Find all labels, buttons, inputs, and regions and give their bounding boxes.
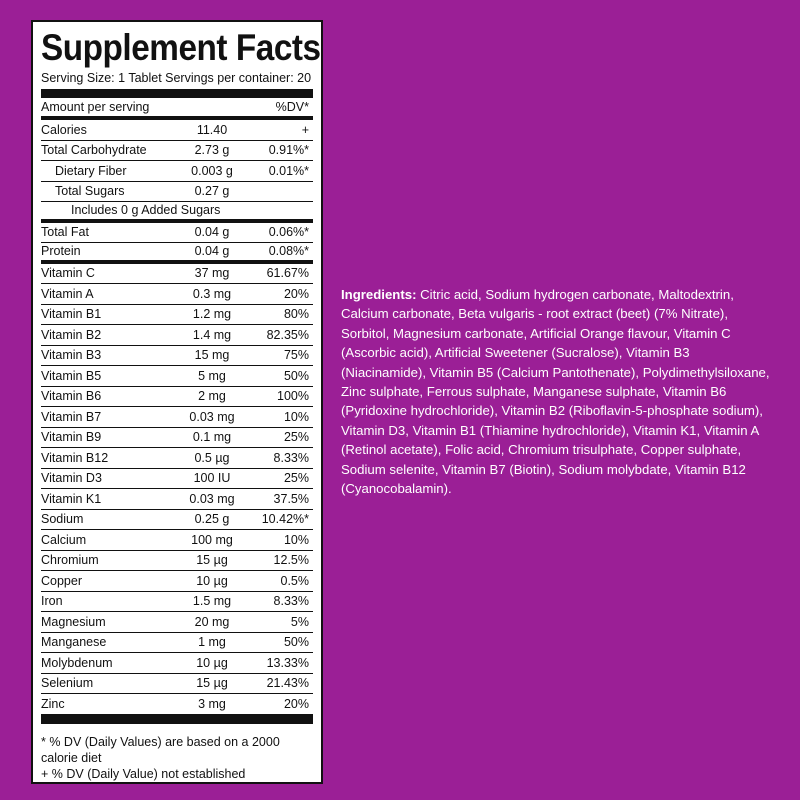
nutrient-amount: 0.25 g (194, 512, 230, 527)
nutrient-name: Total Fat (41, 225, 89, 240)
nutrient-dv: 25% (283, 471, 309, 486)
nutrient-name: Vitamin B2 (41, 327, 102, 342)
nutrient-name: Vitamin B1 (41, 307, 102, 322)
nutrient-name: Vitamin B5 (41, 368, 102, 383)
table-row (41, 325, 313, 346)
table-row (41, 120, 313, 141)
nutrient-amount: 100 mg (191, 532, 233, 547)
serving-info: Serving Size: 1 Tablet Servings per container: 20 (41, 70, 313, 98)
table-header (41, 98, 313, 120)
nutrient-dv: 5% (290, 614, 309, 629)
nutrient-dv: 12.5% (273, 553, 309, 568)
table-row (41, 469, 313, 490)
nutrient-name: Calcium (41, 532, 87, 547)
nutrient-dv: 25% (283, 430, 309, 445)
table-row (41, 243, 313, 264)
nutrient-dv: 37.5% (273, 491, 309, 506)
nutrient-dv: 20% (283, 696, 309, 711)
nutrient-dv: 0.5% (280, 573, 309, 588)
nutrient-name: Iron (41, 594, 63, 609)
table-row (41, 223, 313, 244)
table-row (41, 182, 313, 203)
nutrient-name: Total Sugars (55, 184, 125, 199)
nutrient-name: Copper (41, 573, 82, 588)
table-row (41, 674, 313, 695)
footnote-dv-basis: * % DV (Daily Values) are based on a 2000 calorie diet (41, 734, 280, 765)
table-row (41, 510, 313, 531)
nutrient-dv: 13.33% (266, 655, 309, 670)
nutrient-dv: 0.06%* (268, 225, 309, 240)
nutrient-name: Vitamin A (41, 286, 94, 301)
nutrient-name: Vitamin C (41, 266, 95, 281)
nutrient-amount: 0.003 g (191, 163, 233, 178)
table-row (41, 141, 313, 162)
table-row (41, 448, 313, 469)
nutrient-dv: 100% (277, 389, 309, 404)
nutrient-dv: 8.33% (273, 594, 309, 609)
nutrient-amount: 15 µg (196, 676, 228, 691)
table-row (41, 202, 313, 223)
nutrient-name: Vitamin B3 (41, 348, 102, 363)
facts-title: Supplement Facts (41, 27, 321, 68)
table-row (41, 612, 313, 633)
nutrient-dv: 0.91%* (268, 143, 309, 158)
table-row (41, 161, 313, 182)
nutrient-name: Vitamin K1 (41, 491, 102, 506)
supplement-facts-panel (31, 20, 323, 784)
nutrient-dv: 80% (283, 307, 309, 322)
nutrient-name: Vitamin B12 (41, 450, 109, 465)
table-row (41, 264, 313, 285)
nutrient-name: Manganese (41, 635, 107, 650)
amount-header: Amount per serving (41, 100, 150, 114)
dv-header: %DV* (275, 100, 309, 114)
nutrient-amount: 0.04 g (194, 244, 230, 259)
nutrient-amount: 0.03 mg (189, 491, 235, 506)
nutrient-amount: 5 mg (198, 368, 226, 383)
ingredients-label: Ingredients: (341, 287, 417, 302)
nutrient-dv: 50% (283, 635, 309, 650)
nutrient-dv: 8.33% (273, 450, 309, 465)
nutrient-amount: 0.1 mg (192, 430, 232, 445)
footnote-dv-not-established: + % DV (Daily Value) not established (41, 766, 246, 781)
nutrient-dv: 20% (283, 286, 309, 301)
nutrient-dv: 10.42%* (261, 512, 309, 527)
nutrient-dv: 21.43% (266, 676, 309, 691)
nutrient-amount: 0.04 g (194, 225, 230, 240)
nutrient-amount: 15 mg (194, 348, 230, 363)
nutrient-amount: 1.5 mg (192, 594, 232, 609)
nutrient-amount: 10 µg (196, 573, 228, 588)
nutrient-dv: 82.35% (266, 327, 309, 342)
table-row (41, 653, 313, 674)
nutrient-amount: 10 µg (196, 655, 228, 670)
nutrient-amount: 0.03 mg (189, 409, 235, 424)
table-row (41, 407, 313, 428)
nutrient-name: Vitamin B7 (41, 409, 102, 424)
nutrient-dv: 0.01%* (268, 163, 309, 178)
table-row (41, 489, 313, 510)
nutrient-amount: 0.27 g (194, 184, 230, 199)
ingredients-block (341, 285, 773, 498)
nutrient-name: Sodium (41, 512, 84, 527)
nutrient-dv: 50% (283, 368, 309, 383)
nutrient-name: Magnesium (41, 614, 106, 629)
nutrient-dv: 10% (283, 409, 309, 424)
table-row (41, 633, 313, 654)
table-row (41, 305, 313, 326)
table-row (41, 284, 313, 305)
nutrient-name: Total Carbohydrate (41, 143, 147, 158)
table-row (41, 694, 313, 715)
nutrient-name: Zinc (41, 696, 65, 711)
bottom-divider (41, 715, 313, 724)
nutrient-dv: 0.08%* (268, 244, 309, 259)
nutrient-name: Selenium (41, 676, 94, 691)
table-row (41, 366, 313, 387)
nutrient-amount: 0.3 mg (192, 286, 232, 301)
table-row (41, 346, 313, 367)
footnotes (41, 734, 313, 782)
nutrient-name: Vitamin D3 (41, 471, 102, 486)
nutrient-dv: 10% (283, 532, 309, 547)
nutrient-amount: 11.40 (196, 122, 228, 137)
nutrient-name: Protein (41, 244, 81, 259)
nutrient-amount: 20 mg (194, 614, 230, 629)
nutrient-name: Includes 0 g Added Sugars (71, 203, 221, 218)
nutrient-amount: 3 mg (198, 696, 226, 711)
nutrient-amount: 1.2 mg (192, 307, 232, 322)
nutrient-amount: 15 µg (196, 553, 228, 568)
nutrient-amount: 2.73 g (194, 143, 230, 158)
table-row (41, 387, 313, 408)
nutrient-dv: 75% (283, 348, 309, 363)
table-row (41, 592, 313, 613)
nutrient-dv: 61.67% (266, 266, 309, 281)
nutrient-amount: 100 IU (193, 471, 231, 486)
nutrient-name: Molybdenum (41, 655, 113, 670)
table-row (41, 530, 313, 551)
nutrient-amount: 1.4 mg (192, 327, 232, 342)
nutrient-name: Chromium (41, 553, 99, 568)
nutrient-name: Dietary Fiber (55, 163, 127, 178)
nutrient-amount: 0.5 µg (194, 450, 230, 465)
nutrient-name: Calories (41, 122, 87, 137)
nutrient-name: Vitamin B9 (41, 430, 102, 445)
nutrient-amount: 1 mg (198, 635, 226, 650)
nutrient-amount: 37 mg (194, 266, 230, 281)
ingredients-text: Citric acid, Sodium hydrogen carbonate, Maltodextrin, Calcium carbonate, Beta vulgaris - root extract (beet) (7% Nitrate), Sorbitol, Magnesium carbonate, Artificial Orange flavour, Vitamin C (Ascorbic acid), Artificial Sweetener (Sucralose), Vitamin B3 (Niacinamide), Vitamin B5 (Calcium Pantothenate), Polydimethylsiloxane, Zinc sulphate, Ferrous sulphate, Manganese sulphate, Vitamin B6 (Pyridoxine hydrochloride), Vitamin B2 (Riboflavin-5-phosphate sodium), Vitamin D3, Vitamin B1 (Thiamine hydrochloride), Vitamin K1, Vitamin A (Retinol acetate), Folic acid, Chromium trisulphate, Copper sulphate, Sodium selenite, Vitamin B7 (Biotin), Sodium molybdate, Vitamin B12 (Cyanocobalamin). (341, 287, 770, 497)
nutrient-dv: + (301, 122, 309, 137)
facts-table (41, 120, 313, 715)
table-row (41, 428, 313, 449)
nutrient-amount: 2 mg (198, 389, 226, 404)
table-row (41, 571, 313, 592)
nutrient-name: Vitamin B6 (41, 389, 102, 404)
table-row (41, 551, 313, 572)
